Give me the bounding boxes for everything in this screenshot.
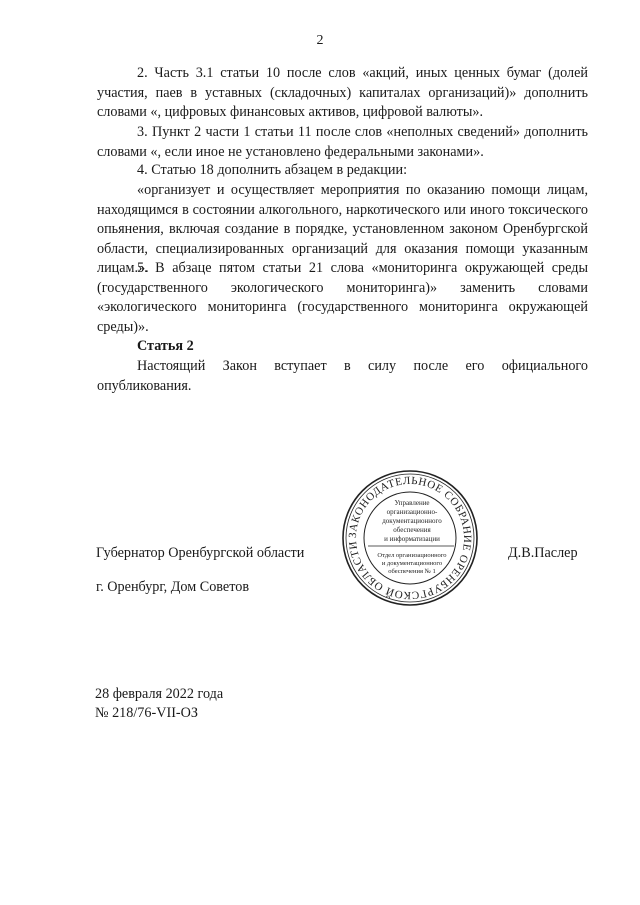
seal-bottom-line: Отдел организационного — [377, 552, 447, 559]
seal-ring-text: ЗАКОНОДАТЕЛЬНОЕ СОБРАНИЕ ОРЕНБУРГСКОЙ ОБЛАСТИ — [346, 474, 474, 602]
article-2-heading: Статья 2 — [137, 338, 194, 354]
amendment-paragraph-5: 5. В абзаце пятом статьи 21 слова «мониторинга окружающей среды (государственного экологического мониторинга)» заменить словами «экологического мониторинга (государственного мониторинга окружающей среды)». — [97, 260, 588, 335]
article-2-text: Настоящий Закон вступает в силу после его официального опубликования. — [97, 358, 588, 394]
seal-center-line: Управление — [394, 499, 430, 507]
amendment-paragraph-2: 2. Часть 3.1 статьи 10 после слов «акций, иных ценных бумаг (долей участия, паев в уставных (складочных) капиталах организаций)» дополнить словами «, цифровых финансовых активов, цифровой валюты». — [97, 65, 588, 121]
signatory-name: Д.В.Паслер — [508, 545, 578, 561]
amendment-paragraph-4: 4. Статью 18 дополнить абзацем в редакции: — [137, 162, 408, 178]
amendment-paragraph-3: 3. Пункт 2 части 1 статьи 11 после слов «неполных сведений» дополнить словами «, если иное не установлено федеральными законами». — [97, 124, 588, 160]
seal-center-line: организационно- — [386, 508, 438, 516]
law-date: 28 февраля 2022 года — [95, 686, 224, 702]
seal-center-line: и информатизации — [384, 535, 440, 543]
official-seal — [340, 468, 480, 608]
governor-title: Губернатор Оренбургской области — [96, 545, 305, 561]
seal-bottom-line: обеспечения № 1 — [388, 568, 436, 575]
seal-center-line: документационного — [382, 517, 442, 525]
quoted-new-paragraph: «организует и осуществляет мероприятия по оказанию помощи лицам, находящимся в состоянии алкогольного, наркотического или иного токсического опьянения, включая создание в порядке, установленном законом Оренбургской области, специализированных организаций для оказания помощи указанным лицам.». — [97, 182, 588, 277]
signing-place: г. Оренбург, Дом Советов — [96, 579, 250, 595]
seal-bottom-line: и документационного — [381, 560, 443, 567]
seal-center-line: обеспечения — [393, 526, 431, 534]
page-number: 2 — [316, 33, 324, 48]
law-number: № 218/76-VII-ОЗ — [95, 705, 198, 721]
